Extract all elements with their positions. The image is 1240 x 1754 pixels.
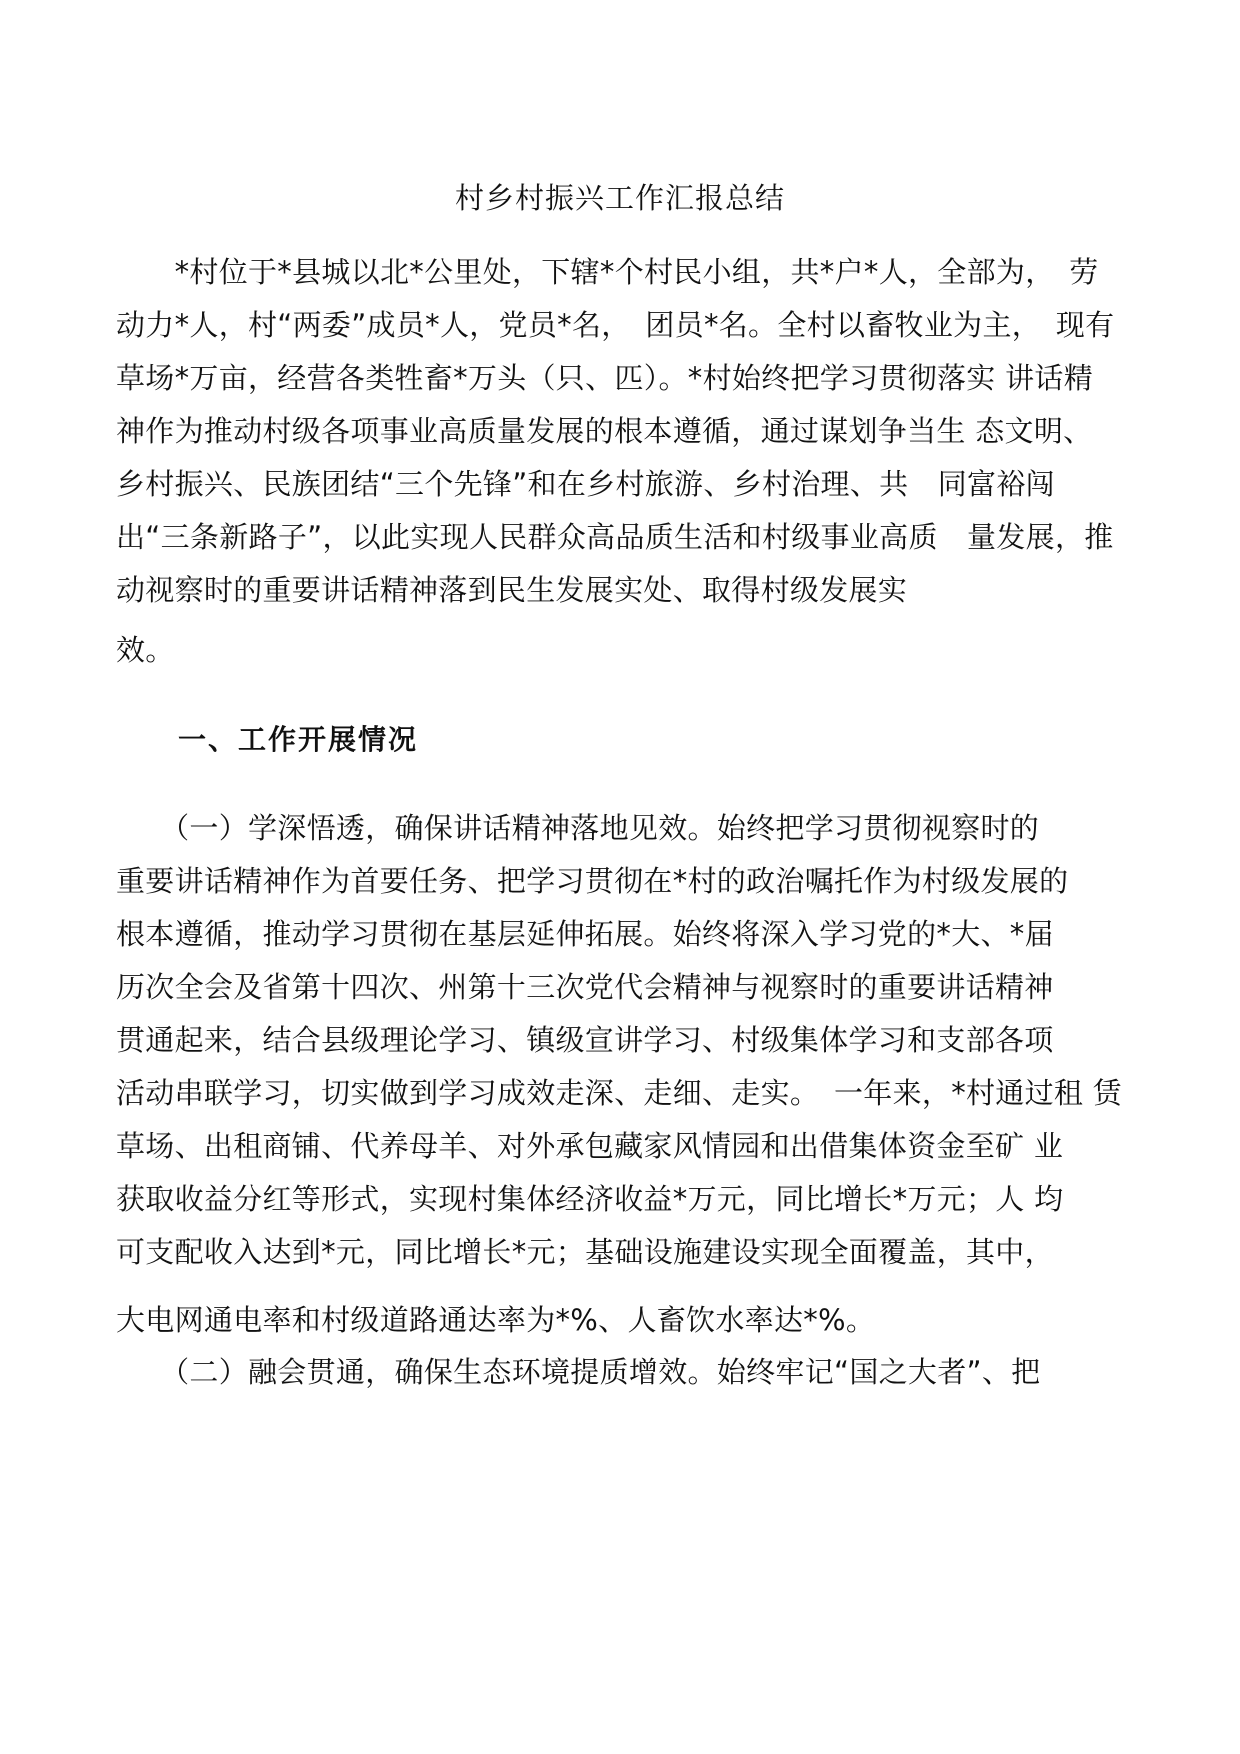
section1-line-5: 贯通起来，结合县级理论学习、镇级宣讲学习、村级集体学习和支部各项: [116, 1023, 1054, 1057]
section1-line-6: 活动串联学习，切实做到学习成效走深、走细、走实。 一年来，*村通过租 赁: [116, 1076, 1123, 1110]
intro-line-2: 动力*人，村“两委”成员*人，党员*名， 团员*名。全村以畜牧业为主， 现有: [116, 308, 1115, 342]
section2-line-1: （二）融会贯通，确保生态环境提质增效。始终牢记“国之大者”、把: [116, 1355, 1041, 1389]
intro-line-1: *村位于*县城以北*公里处，下辖*个村民小组，共*户*人，全部为， 劳: [116, 255, 1099, 289]
section1-line-9: 可支配收入达到*元，同比增长*元；基础设施建设实现全面覆盖，其中，: [116, 1235, 1054, 1269]
section1-line-8: 获取收益分红等形式，实现村集体经济收益*万元，同比增长*万元；人 均: [116, 1182, 1064, 1216]
document-title: 村乡村振兴工作汇报总结: [454, 181, 785, 215]
section-heading: 一、工作开展情况: [178, 723, 419, 756]
intro-line-6: 出“三条新路子”，以此实现人民群众高品质生活和村级事业高质 量发展，推: [116, 520, 1114, 554]
section1-line-2: 重要讲话精神作为首要任务、把学习贯彻在*村的政治嘱托作为村级发展的: [116, 864, 1069, 898]
section1-line-1: （一）学深悟透，确保讲话精神落地见效。始终把学习贯彻视察时的: [116, 811, 1040, 845]
intro-line-4: 神作为推动村级各项事业高质量发展的根本遵循，通过谋划争当生 态文明、: [116, 414, 1093, 448]
section1-line-3: 根本遵循，推动学习贯彻在基层延伸拓展。始终将深入学习党的*大、*届: [116, 917, 1054, 951]
section1-line-7: 草场、出租商铺、代养母羊、对外承包藏家风情园和出借集体资金至矿 业: [116, 1129, 1064, 1163]
intro-line-5: 乡村振兴、民族团结“三个先锋”和在乡村旅游、乡村治理、共 同富裕闯: [116, 467, 1055, 501]
section1-line-10: 大电网通电率和村级道路通达率为*%、人畜饮水率达*%。: [116, 1303, 876, 1337]
intro-line-7: 动视察时的重要讲话精神落到民生发展实处、取得村级发展实: [116, 573, 908, 607]
intro-line-8: 效。: [116, 633, 175, 667]
section1-line-4: 历次全会及省第十四次、州第十三次党代会精神与视察时的重要讲话精神: [116, 970, 1054, 1004]
intro-line-3: 草场*万亩，经营各类牲畜*万头（只、匹）。*村始终把学习贯彻落实 讲话精: [116, 361, 1094, 395]
